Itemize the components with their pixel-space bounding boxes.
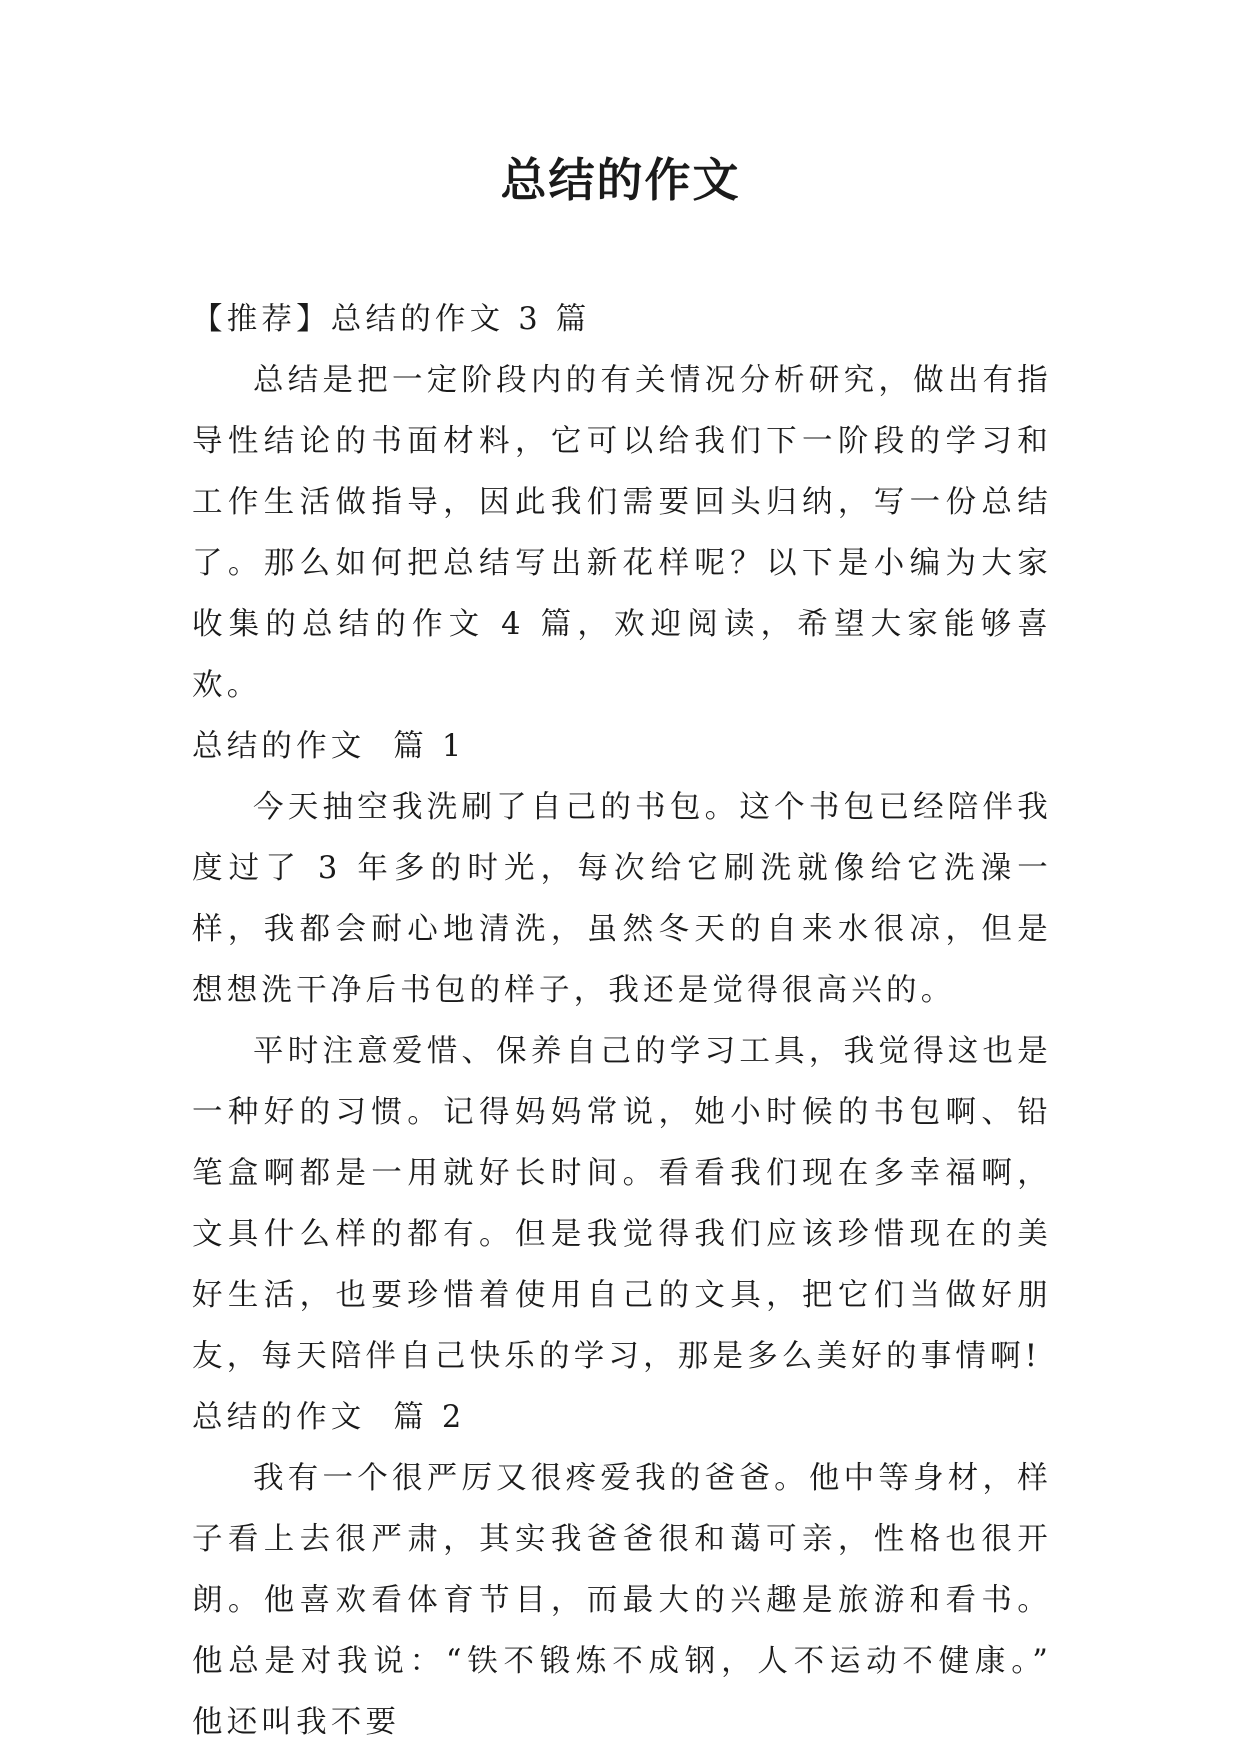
intro-heading: 【推荐】总结的作文 3 篇 — [192, 302, 591, 337]
document-title: 总结的作文 — [500, 153, 741, 207]
document-body — [192, 289, 1052, 1753]
section-1-heading: 总结的作文 篇 1 — [192, 729, 466, 764]
section-1-paragraph-1: 今天抽空我洗刷了自己的书包。这个书包已经陪伴我度过了 3 年多的时光，每次给它刷洗就像给它洗澡一样，我都会耐心地清洗，虽然冬天的自来水很凉，但是想想洗干净后书包的样子，我还是觉得很高兴的。 — [192, 790, 1052, 1008]
section-1-paragraph-2: 平时注意爱惜、保养自己的学习工具，我觉得这也是一种好的习惯。记得妈妈常说，她小时候的书包啊、铅笔盒啊都是一用就好长时间。看看我们现在多幸福啊，文具什么样的都有。但是我觉得我们应该珍惜现在的美好生活，也要珍惜着使用自己的文具，把它们当做好朋友，每天陪伴自己快乐的学习，那是多么美好的事情啊! — [192, 1034, 1052, 1374]
intro-paragraph: 总结是把一定阶段内的有关情况分析研究，做出有指导性结论的书面材料，它可以给我们下一阶段的学习和工作生活做指导，因此我们需要回头归纳，写一份总结了。那么如何把总结写出新花样呢？以下是小编为大家收集的总结的作文 4 篇，欢迎阅读，希望大家能够喜欢。 — [192, 363, 1052, 703]
section-2-heading: 总结的作文 篇 2 — [192, 1400, 466, 1435]
section-2-paragraph-1: 我有一个很严厉又很疼爱我的爸爸。他中等身材，样子看上去很严肃，其实我爸爸很和蔼可亲，性格也很开朗。他喜欢看体育节目，而最大的兴趣是旅游和看书。他总是对我说：“铁不锻炼不成钢，人不运动不健康。” 他还叫我不要 — [192, 1461, 1052, 1740]
